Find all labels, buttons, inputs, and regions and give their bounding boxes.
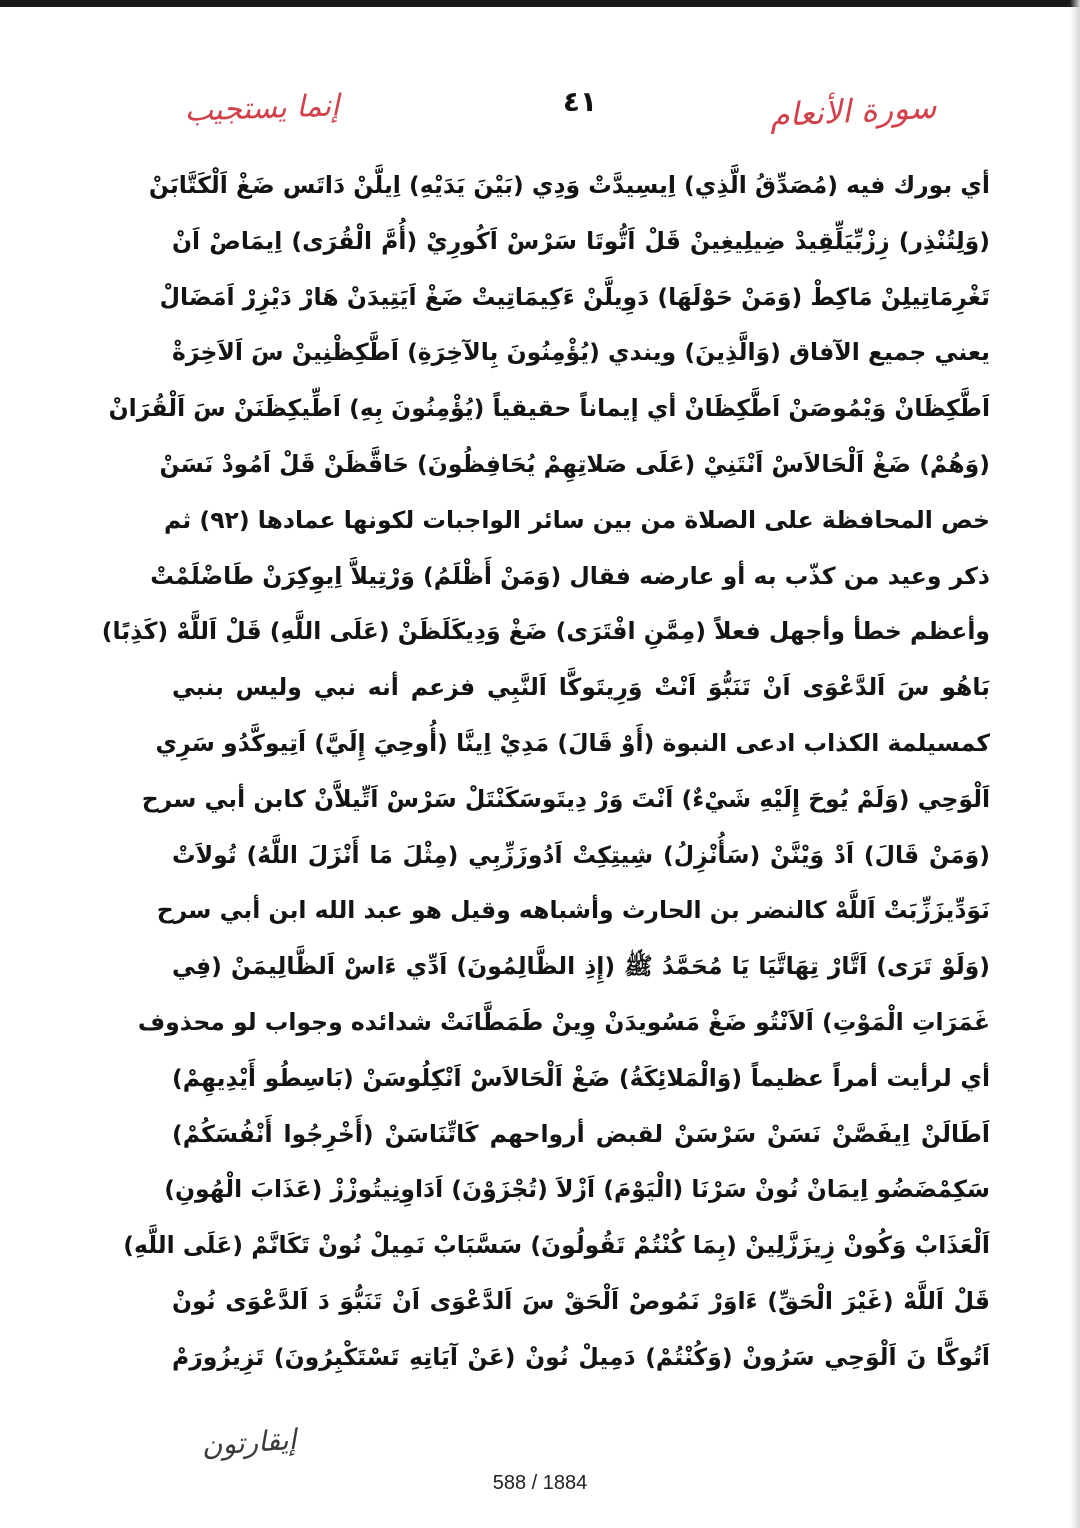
text-line: نَوَدِّيزَزِّبَتْ اَللَّهْ كالنضر بن الحارث وأشباهه وقيل هو عبد الله ابن أبي سرح xyxy=(156,896,990,925)
text-line: ذكر وعيد من كذّب به أو عارضه فقال (وَمَنْ أَظْلَمُ) وَرْتِيلاَّ اِيوِكِرَنْ طَاضْلَمْتْ xyxy=(150,561,990,590)
text-line: يعني جميع الآفاق (وَالَّذِينَ) ويندي (يُؤْمِنُونَ بِالآخِرَةِ) اَطَّكِظْنِينْ سَ اَلاَخِرَةْ xyxy=(172,338,990,367)
text-line: غَمَرَاتِ الْمَوْتِ) اَلاَنْتُو ضَغْ مَسُويدَنْ وِينْ طَمَطَّانَتْ شدائده وجواب لو محذوف xyxy=(137,1007,990,1036)
text-line: اَلْوَحِي (وَلَمْ يُوحَ إِلَيْهِ شَيْءٌ) اَنْتَ وَرْ دِيتَوسَكَنْتَلْ سَرْسْ اَتِّيلاَّنْ كابن أبي سرح xyxy=(141,784,990,813)
text-line: (وَهُمْ) ضَغْ اَلْحَالاَسْ اَنْتَنِيْ (عَلَى صَلاتِهِمْ يُحَافِظُونَ) حَاقَّظَنْ قَلْ اَمُودْ نَسَنْ xyxy=(159,449,990,478)
page-counter: 588 / 1884 xyxy=(492,1472,588,1494)
text-line: (وَلَوْ تَرَى) اَتَّارْ تِهَاتَّيَا يَا مُحَمَّدُ ﷺ (إِذِ الظَّالِمُونَ) اَدِّي ءَاسْ اَلظَّالِيمَنْ (فِي xyxy=(172,952,990,981)
text-line: أي لرأيت أمراً عظيماً (وَالْمَلائِكَةُ) ضَغْ اَلْحَالاَسْ اَنْكِلُوسَنْ (بَاسِطُو أَيْدِيهِمْ) xyxy=(172,1063,990,1092)
text-line: (وَلِتُنْذِر) زِزْبِّيَلِّقِيدْ ضِيلِيغِينْ قَلْ اَتُّوتَا سَرْسْ اَكُورِيْ (أُمَّ الْقُرَى) اِيمَاصْ اَنْ xyxy=(172,226,990,255)
scan-top-edge xyxy=(0,0,1080,7)
text-line: خص المحافظة على الصلاة من بين سائر الواجبات لكونها عمادها (٩٢) ثم xyxy=(164,505,990,534)
header-handwritten-note-left: إنما يستجيب xyxy=(184,88,340,129)
text-line: قَلْ اَللَّهْ (غَيْرَ الْحَقِّ) ءَاوَرْ نَمُوصْ اَلْحَقْ سَ اَلدَّعْوَى اَنْ تَنَبُّوَ دَ اَلدَّعْوَى نُونْ xyxy=(172,1286,990,1315)
text-line: اَطَالَنْ اِيفَصَّنْ نَسَنْ سَرْسَنْ لقبض أرواحهم كَاتِّنَاسَنْ (أَخْرِجُوا أَنْفُسَكُمْ) xyxy=(172,1119,990,1148)
text-line: اَطَّكِظَانْ وَيْمُوصَنْ اَطَّكِظَانْ أي إيماناً حقيقياً (يُؤْمِنُونَ بِهِ) اَطِّيكِظَنَنْ سَ اَلْقُرَانْ xyxy=(108,394,990,423)
scan-right-shadow xyxy=(1070,0,1080,1528)
text-line: كمسيلمة الكذاب ادعى النبوة (أَوْ قَالَ) مَدِيْ اِينَّا (أُوحِيَ إِلَيَّ) اَتِيوكَّدُو سَرِي xyxy=(155,728,990,757)
text-line: سَكِمْضَضُو اِيمَانْ نُونْ سَرْنَا (الْيَوْمَ) اَزْلاَ (تُجْزَوْنَ) اَدَاوِنِيتُوزْزْ (عَذَابَ الْهُونِ) xyxy=(164,1175,990,1204)
body-text xyxy=(101,158,990,1386)
text-line: (وَمَنْ قَالَ) اَدْ وَيْنَّنْ (سَأُنْزِلُ) شِيتِكِتْ اَدُوزَزِّبِي (مِثْلَ مَا أَنْزَلَ اللَّهُ) تُولاَتْ xyxy=(172,840,990,869)
text-line: اَتُوكَّا نَ اَلْوَحِي سَرُونْ (وَكُنْتُمْ) دَمِيلْ نُونْ (عَنْ آيَاتِهِ تَسْتَكْبِرُونَ) تَزِيزُورَمْ xyxy=(172,1342,990,1371)
footer-catchword: إيقارتون xyxy=(200,1422,298,1463)
text-line: أي بورك فيه (مُصَدِّقُ الَّذِي) اِيسِيدَّتْ وَدِي (بَيْنَ يَدَيْهِ) اِيلَّنْ دَاتَس ضَغْ اَلْكَتَّابَنْ xyxy=(148,171,990,199)
header-page-number: ٤١ xyxy=(562,85,598,118)
text-line: تَغْرِمَاتِيلِنْ مَاكِطْ (وَمَنْ حَوْلَهَا) دَوِيلَّنْ ءَكِيمَاتِيتْ ضَغْ اَيَتِيدَنْ هَارْ دَيْزِرْ اَمَضَالْ xyxy=(159,282,990,311)
text-line: وأعظم خطأ وأجهل فعلاً (مِمَّنِ افْتَرَى) ضَغْ وَدِيكَلَظَنْ (عَلَى اللَّهِ) قَلْ اَللَّهْ (كَذِبًا) xyxy=(101,617,990,646)
text-line: بَاهُو سَ اَلدَّعْوَى اَنْ تَنَبُّوَ اَنْتْ وَرِيتَوكَّا اَلنَّبِي فزعم أنه نبي وليس بنبي xyxy=(172,673,990,702)
header-handwritten-surah-title: سورة الأنعام xyxy=(768,87,938,135)
text-line: اَلْعَذَابْ وَكُونْ زِيزَزَّلِينْ (بِمَا كُنْتُمْ تَقُولُونَ) سَسَّبَابْ نَمِيلْ نُونْ تَكَانَّمْ (عَلَى اللَّهِ) xyxy=(123,1231,990,1260)
